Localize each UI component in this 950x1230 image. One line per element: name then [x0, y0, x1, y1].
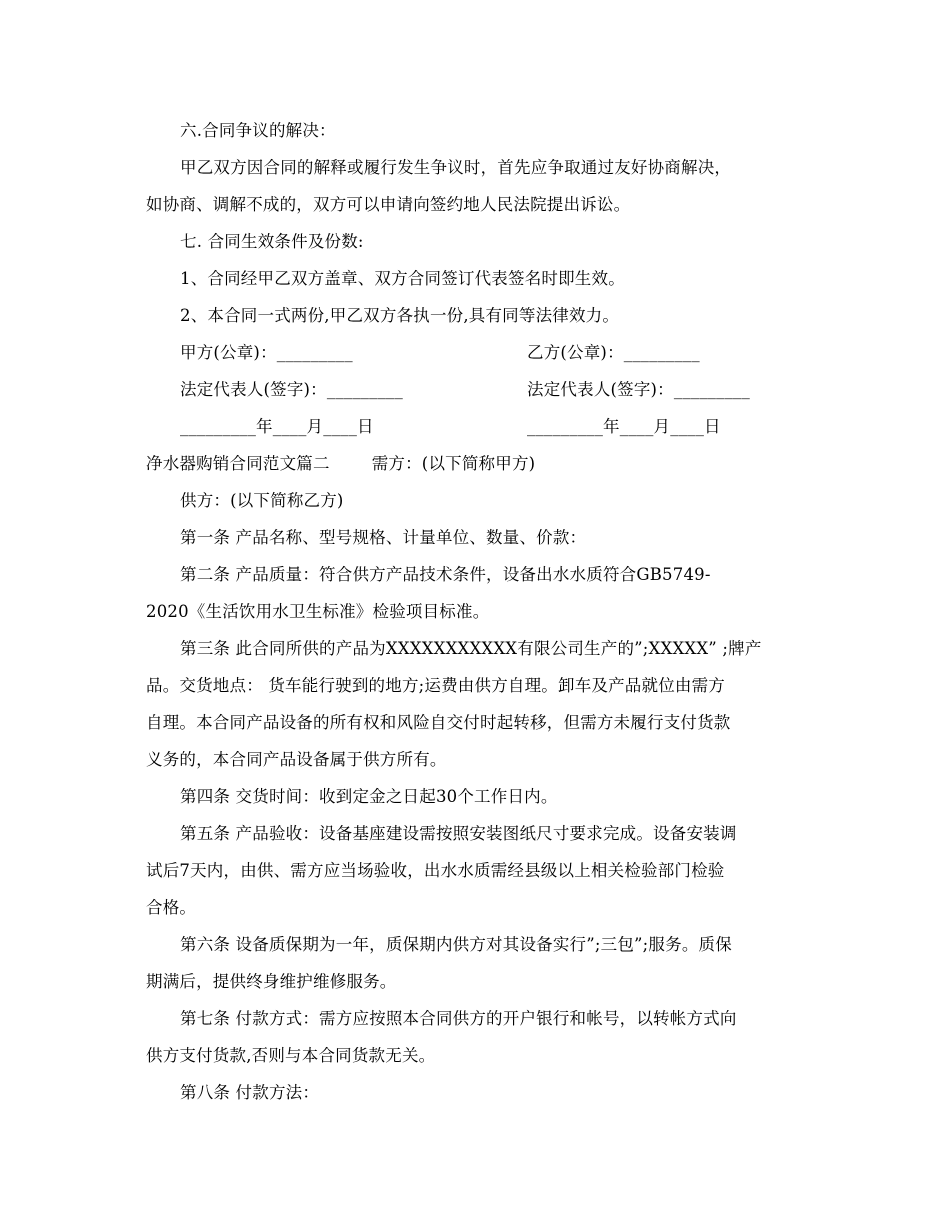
- party-a-date-field: _________年____月____日: [180, 417, 374, 436]
- party-b-date-field: _________年____月____日: [527, 417, 721, 436]
- paragraph-line: 义务的，本合同产品设备属于供方所有。: [146, 750, 447, 769]
- article-7: 第七条 付款方式：需方应按照本合同供方的开户银行和帐号，以转帐方式向: [180, 1009, 737, 1028]
- paragraph-line: 品。交货地点： 货车能行驶到的地方;运费由供方自理。卸车及产品就位由需方: [146, 676, 726, 695]
- paragraph-line: 供方支付货款,否则与本合同货款无关。: [146, 1046, 436, 1065]
- paragraph-line: 2020《生活饮用水卫生标准》检验项目标准。: [146, 602, 490, 621]
- party-a-representative-field: 法定代表人(签字)：_________: [180, 380, 403, 399]
- paragraph-line: 甲乙双方因合同的解释或履行发生争议时，首先应争取通过友好协商解决，: [180, 158, 732, 177]
- article-1: 第一条 产品名称、型号规格、计量单位、数量、价款：: [180, 528, 587, 547]
- paragraph-line: 自理。本合同产品设备的所有权和风险自交付时起转移，但需方未履行支付货款: [146, 713, 731, 732]
- article-8: 第八条 付款方法：: [180, 1083, 320, 1102]
- demander-label: 需方：(以下简称甲方): [371, 454, 536, 473]
- paragraph-line: 合格。: [146, 898, 197, 917]
- party-a-seal-field: 甲方(公章)：_________: [180, 343, 353, 362]
- paragraph-line: 期满后，提供终身维护维修服务。: [146, 972, 397, 991]
- article-4: 第四条 交货时间：收到定金之日起30个工作日内。: [180, 787, 558, 806]
- article-3: 第三条 此合同所供的产品为XXXXXXXXXXX有限公司生产的”;XXXXX” ;牌产: [180, 639, 762, 658]
- section-6-heading: 六.合同争议的解决：: [180, 121, 336, 140]
- section-2-title: 净水器购销合同范文篇二: [146, 454, 330, 473]
- paragraph-line: 1、合同经甲乙双方盖章、双方合同签订代表签名时即生效。: [180, 269, 625, 288]
- party-b-seal-field: 乙方(公章)：_________: [527, 343, 700, 362]
- article-6: 第六条 设备质保期为一年，质保期内供方对其设备实行”;三包”;服务。质保: [180, 935, 732, 954]
- supplier-label: 供方：(以下简称乙方): [180, 491, 344, 510]
- paragraph-line: 试后7天内，由供、需方应当场验收，出水水质需经县级以上相关检验部门检验: [146, 861, 725, 880]
- article-2: 第二条 产品质量：符合供方产品技术条件，设备出水水质符合GB5749-: [180, 565, 711, 584]
- paragraph-line: 2、本合同一式两份,甲乙双方各执一份,具有同等法律效力。: [180, 306, 620, 325]
- section-7-heading: 七. 合同生效条件及份数:: [180, 232, 364, 251]
- section-2-title-line: [146, 453, 535, 475]
- article-5: 第五条 产品验收：设备基座建设需按照安装图纸尺寸要求完成。设备安装调: [180, 824, 737, 843]
- paragraph-line: 如协商、调解不成的，双方可以申请向签约地人民法院提出诉讼。: [146, 195, 631, 214]
- party-b-representative-field: 法定代表人(签字)：_________: [527, 380, 750, 399]
